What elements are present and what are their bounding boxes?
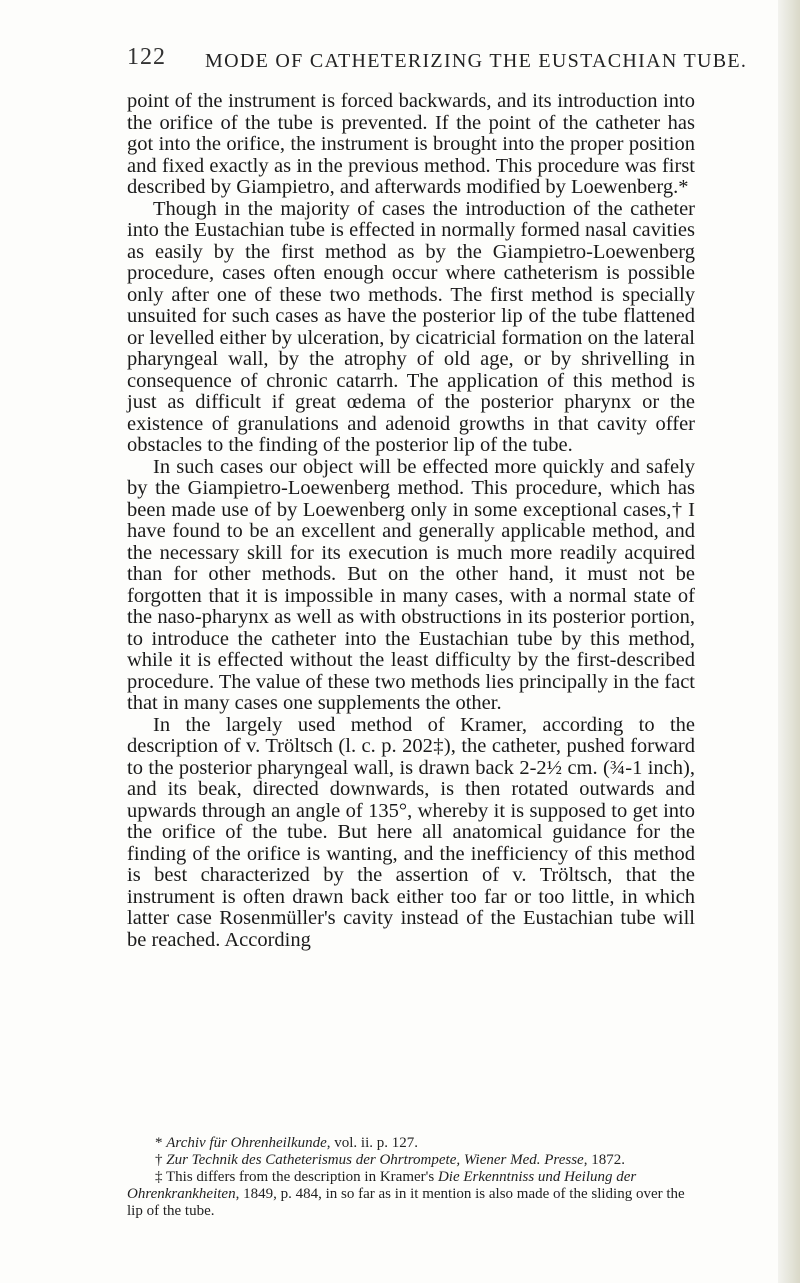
footnote-ref: , vol. ii. p. 127. (326, 1135, 419, 1151)
footnote-text: This differs from the description in Kramer's (165, 1169, 438, 1185)
footnote-mark: ‡ (155, 1169, 163, 1185)
page-number: 122 (127, 44, 166, 70)
page-edge (778, 0, 800, 1283)
running-head: MODE OF CATHETERIZING THE EUSTACHIAN TUBE. (205, 50, 748, 72)
footnote-title: Die Erkenntniss und Heilung der Ohrenkrankheiten (127, 1169, 637, 1202)
footnote-title: Zur Technik des Catheterismus der Ohrtrompete, Wiener Med. Presse (166, 1152, 584, 1168)
footnote-mark: † (155, 1152, 163, 1168)
footnote-2 (127, 1152, 695, 1169)
footnotes (127, 1135, 695, 1220)
footnote-ref: , 1872. (583, 1152, 625, 1168)
body-text (127, 91, 695, 951)
paragraph-4: In the largely used method of Kramer, according to the description of v. Tröltsch (l. c. p. 202‡), the catheter, pushed forward to the posterior pharyngeal wall, is drawn back 2-2½ cm. (¾-1 inch), and its beak, directed downwards, is then rotated outwards and upwards through an angle of 135°, whereby it is supposed to get into the orifice of the tube. But here all anatomical guidance for the finding of the orifice is wanting, and the inefficiency of this method is best characterized by the assertion of v. Tröltsch, that the instrument is often drawn back either too far or too little, in which latter case Rosenmüller's cavity instead of the Eustachian tube will be reached. According (127, 713, 695, 951)
paragraph-1: point of the instrument is forced backwards, and its introduction into the orifice of the tube is prevented. If the point of the catheter has got into the orifice, the instrument is brought into the proper position and fixed exactly as in the previous method. This procedure was first described by Giampietro, and afterwards modified by Loewenberg.* (127, 90, 695, 198)
paragraph-3: In such cases our object will be effected more quickly and safely by the Giampietro-Loewenberg method. This procedure, which has been made use of by Loewenberg only in some exceptional cases,† I have found to be an excellent and generally applicable method, and the necessary skill for its execution is much more readily acquired than for other methods. But on the other hand, it must not be forgotten that it is impossible in many cases, with a normal state of the naso-pharynx as well as with obstructions in its posterior portion, to introduce the catheter into the Eustachian tube by this method, while it is effected without the least difficulty by the first-described procedure. The value of these two methods lies principally in the fact that in many cases one supplements the other. (127, 455, 695, 714)
footnote-ref: , 1849, p. 484, in so far as in it mention is also made of the sliding over the lip of the tube. (127, 1186, 685, 1219)
footnote-mark: * (155, 1135, 163, 1151)
page-header (127, 44, 748, 80)
footnote-1 (127, 1135, 695, 1152)
footnote-title: Archiv für Ohrenheilkunde (166, 1135, 327, 1151)
paragraph-2: Though in the majority of cases the introduction of the catheter into the Eustachian tube is effected in normally formed nasal cavities as easily by the first method as by the Giampietro-Loewenberg procedure, cases often enough occur where catheterism is possible only after one of these two methods. The first method is specially unsuited for such cases as have the posterior lip of the tube flattened or levelled either by ulceration, by cicatricial formation on the lateral pharyngeal wall, by the atrophy of old age, or by shrivelling in consequence of chronic catarrh. The application of this method is just as difficult if great œdema of the posterior pharynx or the existence of granulations and adenoid growths in that cavity offer obstacles to the finding of the posterior lip of the tube. (127, 197, 695, 456)
footnote-3 (127, 1169, 695, 1220)
